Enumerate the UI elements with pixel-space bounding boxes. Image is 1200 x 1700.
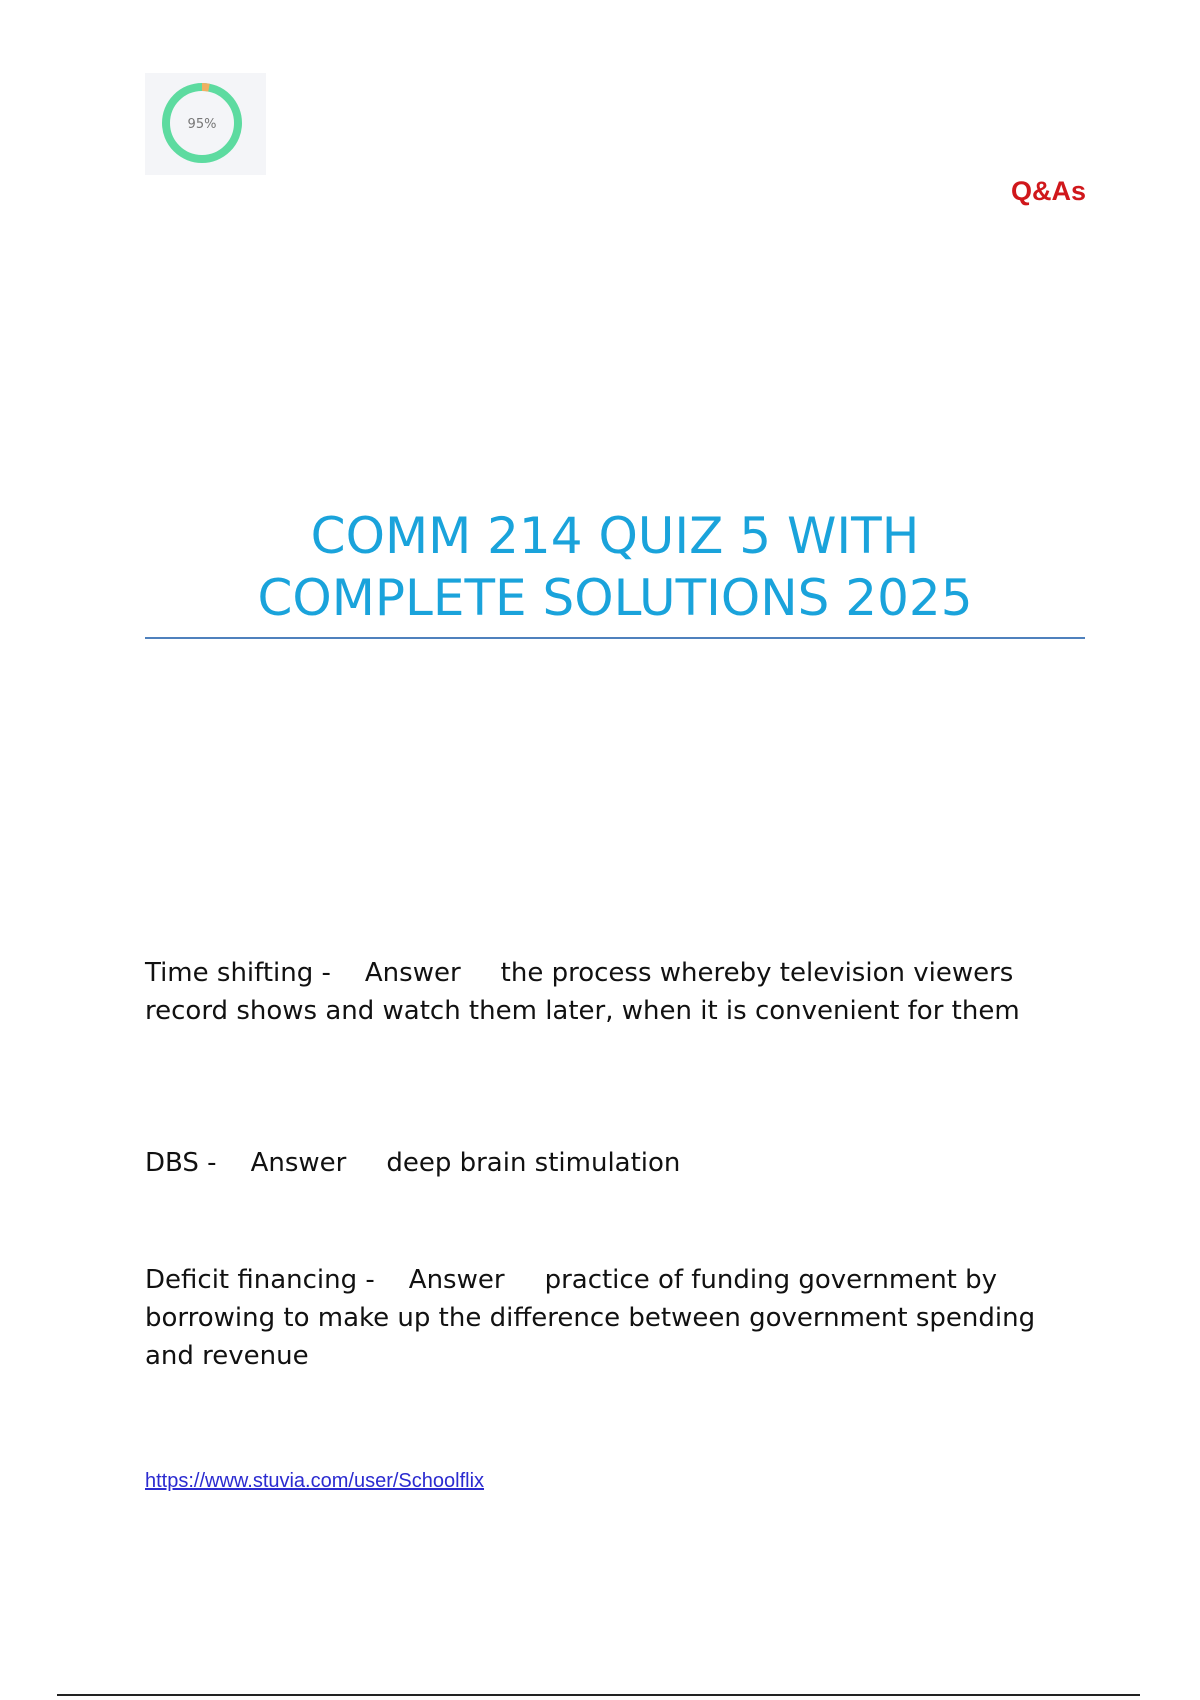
term: Time shifting - — [145, 958, 331, 988]
answer-text: deep brain stimulation — [386, 1148, 681, 1178]
document-title — [145, 505, 1085, 629]
qa-item — [145, 1261, 1090, 1375]
answer-text: the process whereby television viewers record shows and watch them later, when it is convenient for them — [145, 958, 1020, 1026]
answer-text: practice of funding government by borrowing to make up the difference between government spending and revenue — [145, 1265, 1036, 1371]
qa-item — [145, 954, 1090, 1030]
term: Deficit financing - — [145, 1265, 375, 1295]
answer-label: Answer — [364, 958, 461, 988]
qa-item — [145, 1144, 1090, 1182]
score-badge-logo — [145, 73, 266, 175]
footer-divider — [57, 1694, 1140, 1696]
title-line-2: COMPLETE SOLUTIONS 2025 — [257, 569, 973, 627]
qa-tag: Q&As — [1010, 176, 1086, 206]
progress-ring-icon — [145, 73, 266, 175]
title-line-1: COMM 214 QUIZ 5 WITH — [310, 507, 920, 565]
answer-label: Answer — [408, 1265, 505, 1295]
term: DBS - — [145, 1148, 217, 1178]
answer-label: Answer — [250, 1148, 347, 1178]
badge-percent: 95% — [187, 117, 217, 132]
stuvia-profile-link[interactable]: https://www.stuvia.com/user/Schoolflix — [145, 1470, 485, 1492]
title-divider — [145, 637, 1085, 639]
